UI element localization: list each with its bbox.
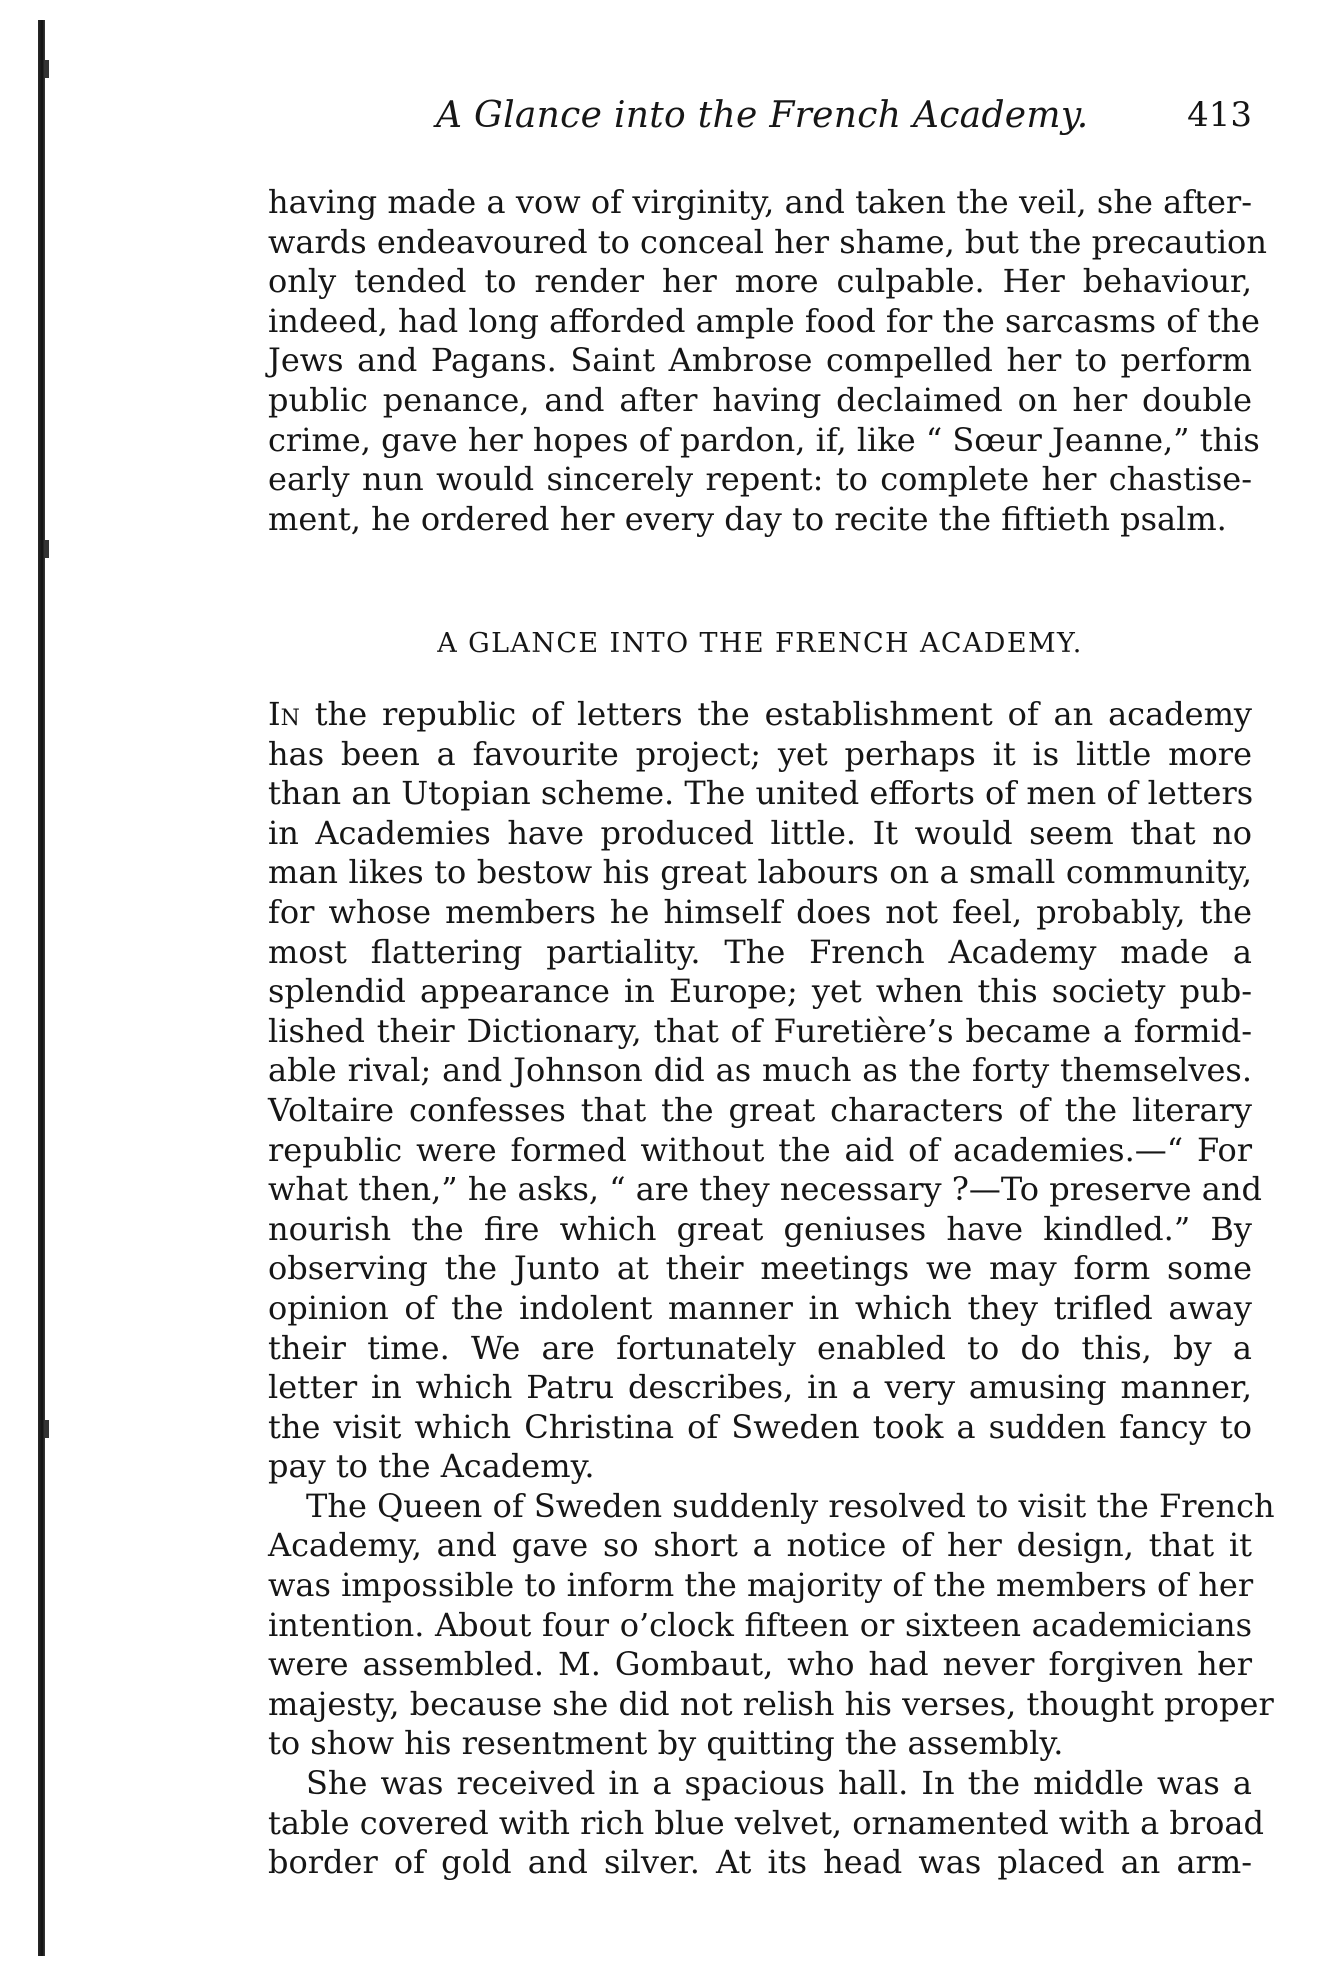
text-line: ment, he ordered her every day to recite the fiftieth psalm. [268,499,1227,538]
text-line: were assembled. M. Gombaut, who had never forgiven her [268,1645,1252,1684]
text-line: The Queen of Sweden suddenly resolved to visit the French [306,1486,1275,1525]
text-line: observing the Junto at their meetings we may form some [268,1249,1252,1288]
text-line: border of gold and silver. At its head was placed an arm- [268,1843,1252,1882]
text-line: indeed, had long afforded ample food for the sarcasms of the [268,301,1260,340]
running-title: A Glance into the French Academy. [436,95,1089,136]
text-line: intention. About four o’clock fifteen or sixteen academicians [268,1605,1252,1644]
continued-paragraph [268,183,1267,539]
text-line: for whose members he himself does not feel, probably, the [268,892,1252,931]
text-line: nourish the fire which great geniuses have kindled.” By [268,1209,1252,1248]
text-line: having made a vow of virginity, and taken the veil, she after- [268,183,1252,221]
text-line: wards endeavoured to conceal her shame, but the precaution [268,222,1267,261]
text-line: able rival; and Johnson did as much as the forty themselves. [268,1051,1252,1090]
text-line: their time. We are fortunately enabled to do this, by a [268,1328,1252,1367]
text-line: only tended to render her more culpable. Her behaviour, [268,262,1252,301]
text-line: republic were formed without the aid of academies.—“ For [268,1130,1252,1169]
text-line: crime, gave her hopes of pardon, if, like “ Sœur Jeanne,” this [268,420,1260,459]
text-line: most flattering partiality. The French Academy made a [268,932,1252,971]
text-line: She was received in a spacious hall. In the middle was a [306,1764,1252,1803]
text-line: in Academies have produced little. It would seem that no [268,813,1252,852]
text-line: letter in which Patru describes, in a very amusing manner, [268,1368,1252,1407]
text-line: early nun would sincerely repent: to complete her chastise- [268,460,1252,499]
text-line: to show his resentment by quitting the assembly. [268,1724,1064,1763]
first-line [268,695,1252,735]
text-line: majesty, because she did not relish his verses, thought proper [268,1684,1274,1723]
text-line: public penance, and after having declaimed on her double [268,380,1252,419]
text-line: Voltaire confesses that the great characters of the literary [268,1090,1252,1129]
text-line: opinion of the indolent manner in which they trifled away [268,1288,1252,1327]
text-line: man likes to bestow his great labours on a small community, [268,853,1252,892]
text-line: was impossible to inform the majority of the members of her [268,1566,1254,1605]
running-header [268,95,1252,145]
text-line: Academy, and gave so short a notice of her design, that it [268,1526,1252,1565]
text-line: what then,” he asks, “ are they necessary ?—To preserve and [268,1170,1262,1209]
text-line: the visit which Christina of Sweden took a sudden fancy to [268,1407,1252,1446]
text-line: lished their Dictionary, that of Furetière’s became a formid- [268,1011,1252,1050]
initial-word: In [268,695,300,733]
text-line: pay to the Academy. [268,1447,595,1486]
binding-mark [44,1420,49,1438]
article-body [268,695,1275,1883]
section-heading: A GLANCE INTO THE FRENCH ACADEMY. [437,628,1083,659]
page-number: 413 [1187,95,1252,135]
binding-mark [44,540,49,558]
first-line-text: the republic of letters the establishment of an academy [299,695,1252,733]
text-line: has been a favourite project; yet perhaps it is little more [268,734,1252,773]
text-line: Jews and Pagans. Saint Ambrose compelled her to perform [268,341,1252,380]
page-binding-edge [38,20,45,1956]
text-line: than an Utopian scheme. The united efforts of men of letters [268,774,1254,813]
text-line: splendid appearance in Europe; yet when this society pub- [268,972,1252,1011]
text-line: table covered with rich blue velvet, ornamented with a broad [268,1803,1264,1842]
binding-mark [44,60,49,78]
